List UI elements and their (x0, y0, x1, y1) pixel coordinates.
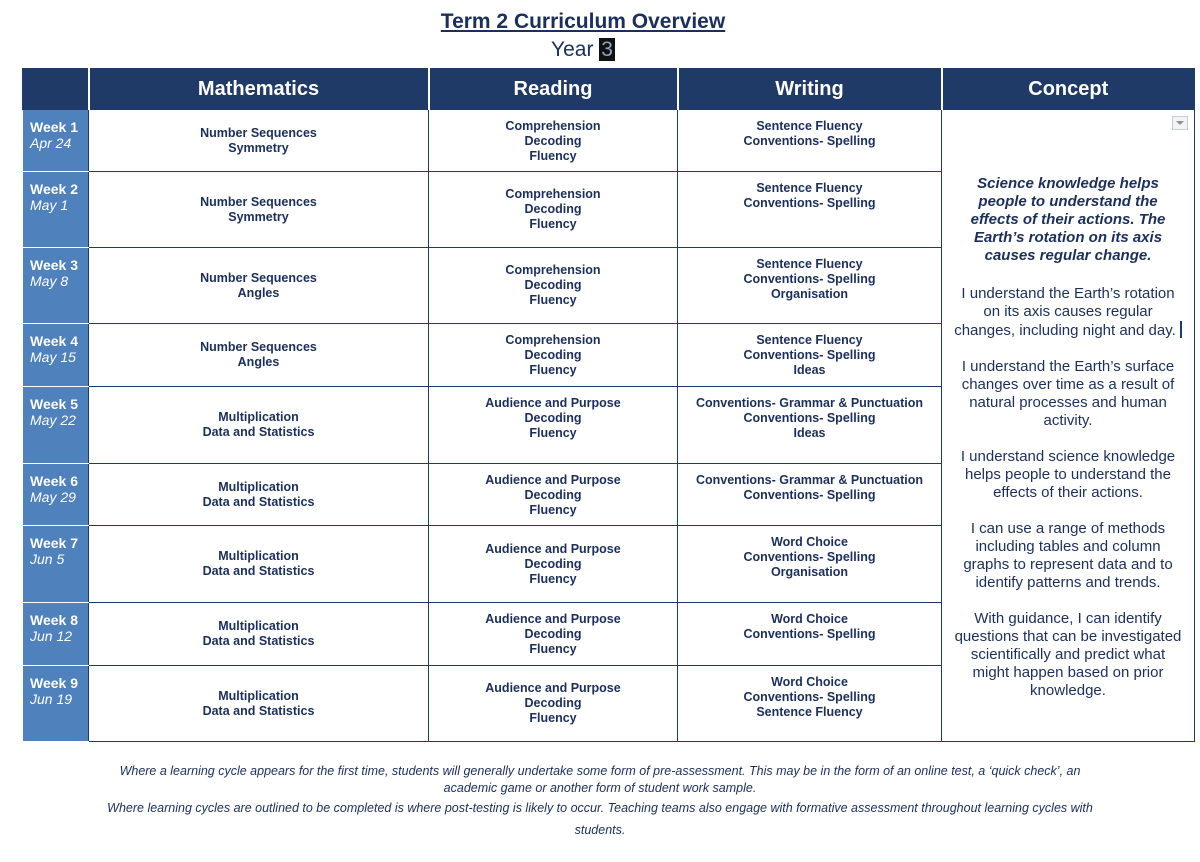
math-cell (89, 666, 429, 742)
footer-notes (0, 763, 1200, 841)
reading-cell-item: Fluency (529, 711, 577, 725)
reading-cell-item: Fluency (529, 571, 577, 586)
header-concept: Concept (942, 69, 1195, 110)
reading-cell-item: Fluency (529, 642, 577, 656)
week-label: Week 3 (30, 257, 78, 273)
concept-cell[interactable] (942, 110, 1195, 742)
reading-cell (429, 603, 678, 666)
writing-cell-item: Organisation (770, 565, 849, 579)
math-cell-item: Multiplication (218, 688, 299, 703)
writing-cell (678, 666, 942, 742)
reading-cell-item: Audience and Purpose (485, 396, 621, 410)
math-cell-item: Multiplication (218, 619, 299, 633)
writing-cell (678, 324, 942, 387)
concept-outcome-text: With guidance, I can identify questions that can be investigated scientifically and predict what might happen based on prior knowledge. (954, 610, 1182, 699)
reading-cell-item: Decoding (524, 278, 582, 292)
writing-cell-item: Word Choice (771, 675, 848, 689)
math-cell (89, 248, 429, 324)
writing-cell-item: Conventions- Spelling (743, 348, 876, 362)
writing-cell-item: Conventions- Grammar & Punctuation (695, 396, 924, 410)
writing-cell-item: Sentence Fluency (756, 257, 863, 271)
math-cell-item: Multiplication (218, 549, 299, 563)
math-cell-item: Number Sequences (200, 270, 317, 285)
week-date: Jun 12 (30, 628, 73, 644)
week-date: May 29 (30, 489, 76, 505)
writing-cell-item: Conventions- Grammar & Punctuation (695, 473, 924, 487)
reading-cell-item: Decoding (524, 556, 582, 571)
reading-cell-item: Decoding (524, 348, 582, 362)
writing-cell-item: Conventions- Spelling (743, 627, 876, 641)
reading-cell (429, 324, 678, 387)
week-label: Week 5 (30, 396, 78, 412)
concept-outcome-text: I understand science knowledge helps people to understand the effects of their actions. (960, 448, 1176, 501)
week-cell (23, 248, 89, 324)
reading-cell-item: Comprehension (505, 263, 601, 277)
writing-cell (678, 526, 942, 603)
writing-cell-item: Sentence Fluency (756, 119, 863, 133)
reading-cell-item: Fluency (529, 503, 577, 517)
reading-cell-item: Audience and Purpose (485, 541, 621, 556)
week-label: Week 7 (30, 535, 78, 551)
math-cell-item: Symmetry (228, 209, 289, 224)
math-cell-item: Angles (237, 355, 280, 369)
math-cell-item: Symmetry (228, 140, 289, 155)
reading-cell (429, 248, 678, 324)
year-label: Year (551, 38, 594, 61)
reading-cell (429, 387, 678, 464)
math-cell (89, 464, 429, 526)
reading-cell (429, 666, 678, 742)
text-cursor (1180, 321, 1182, 338)
week-cell (23, 526, 89, 603)
week-date: Jun 5 (30, 551, 65, 567)
concept-outcome-text: I understand the Earth’s rotation on its axis causes regular changes, including night and day. (954, 285, 1176, 339)
reading-cell-item: Comprehension (505, 187, 601, 201)
reading-cell-item: Audience and Purpose (485, 612, 621, 626)
reading-cell-item: Audience and Purpose (485, 681, 621, 695)
math-cell (89, 387, 429, 464)
reading-cell-item: Decoding (524, 411, 582, 425)
math-cell-item: Data and Statistics (202, 634, 315, 648)
writing-cell (678, 110, 942, 172)
reading-cell-item: Decoding (524, 134, 582, 148)
concept-big-idea: Science knowledge helps people to understand the effects of their actions. The Earth’s rotation on its axis causes regular change. (970, 175, 1166, 264)
footer-pre-assessment: Where a learning cycle appears for the first time, students will generally undertake some form of pre-assessment. This may be in the form of an online test, a ‘quick check’, an academic game or another form of student work sample. (119, 764, 1081, 795)
math-cell (89, 110, 429, 172)
math-cell-item: Data and Statistics (202, 703, 315, 718)
writing-cell-item: Organisation (770, 287, 849, 301)
week-label: Week 2 (30, 181, 78, 197)
week-cell (23, 603, 89, 666)
math-cell-item: Multiplication (218, 479, 299, 494)
math-cell-item: Number Sequences (200, 125, 317, 140)
math-cell-item: Data and Statistics (202, 564, 315, 578)
math-cell (89, 324, 429, 387)
week-cell (23, 110, 89, 172)
reading-cell-item: Fluency (529, 363, 577, 377)
curriculum-table (22, 68, 1195, 742)
concept-outcome (954, 610, 1182, 700)
page-title: Term 2 Curriculum Overview (440, 10, 726, 33)
year-heading (0, 38, 1166, 62)
reading-cell-item: Decoding (524, 202, 582, 216)
writing-cell-item: Conventions- Spelling (743, 690, 876, 704)
week-label: Week 9 (30, 675, 78, 691)
math-cell (89, 172, 429, 248)
week-cell (23, 172, 89, 248)
writing-cell-item: Ideas (793, 426, 826, 440)
reading-cell-item: Audience and Purpose (485, 473, 621, 487)
reading-cell-item: Fluency (529, 149, 577, 163)
math-cell-item: Data and Statistics (202, 425, 315, 439)
writing-cell-item: Ideas (793, 363, 826, 377)
week-cell (23, 324, 89, 387)
reading-cell (429, 172, 678, 248)
week-date: May 1 (30, 197, 69, 213)
math-cell-item: Angles (237, 285, 280, 300)
math-cell (89, 526, 429, 603)
reading-cell (429, 526, 678, 603)
concept-content (946, 133, 1190, 700)
week-date: May 8 (30, 273, 69, 289)
math-cell-item: Data and Statistics (202, 494, 315, 509)
concept-outcome (954, 358, 1182, 430)
reading-cell (429, 110, 678, 172)
writing-cell-item: Word Choice (771, 612, 848, 626)
concept-outcome-text: I understand the Earth’s surface changes over time as a result of natural processes and human activity. (961, 358, 1175, 429)
week-date: Apr 24 (30, 135, 72, 151)
math-cell-item: Number Sequences (200, 340, 317, 354)
reading-cell-item: Fluency (529, 426, 577, 440)
writing-cell-item: Conventions- Spelling (743, 550, 876, 564)
reading-cell-item: Comprehension (505, 119, 601, 133)
table-row (23, 110, 1195, 172)
writing-cell-item: Conventions- Spelling (743, 411, 876, 425)
reading-cell-item: Fluency (529, 217, 577, 231)
writing-cell-item: Conventions- Spelling (743, 134, 876, 148)
math-cell-item: Number Sequences (200, 194, 317, 209)
reading-cell-item: Comprehension (505, 333, 601, 347)
reading-cell-item: Decoding (524, 627, 582, 641)
writing-cell-item: Conventions- Spelling (743, 196, 876, 210)
week-cell (23, 387, 89, 464)
dropdown-icon[interactable] (1172, 116, 1188, 130)
week-label: Week 4 (30, 333, 78, 349)
reading-cell-item: Decoding (524, 696, 582, 710)
reading-cell (429, 464, 678, 526)
writing-cell (678, 387, 942, 464)
writing-cell-item: Conventions- Spelling (743, 488, 876, 502)
writing-cell-item: Word Choice (771, 535, 848, 549)
header-reading: Reading (429, 69, 678, 110)
writing-cell-item: Conventions- Spelling (743, 272, 876, 286)
concept-outcome-text: I can use a range of methods including tables and column graphs to represent data and to identify patterns and trends. (963, 520, 1173, 591)
week-label: Week 1 (30, 119, 78, 135)
writing-cell-item: Sentence Fluency (756, 181, 863, 195)
header-writing: Writing (678, 69, 942, 110)
writing-cell-item: Sentence Fluency (756, 333, 863, 347)
concept-outcome (954, 448, 1182, 502)
header-mathematics: Mathematics (89, 69, 429, 110)
concept-outcome (954, 285, 1182, 340)
reading-cell-item: Decoding (524, 488, 582, 502)
week-date: Jun 19 (30, 691, 73, 707)
writing-cell-item: Sentence Fluency (756, 705, 863, 719)
week-label: Week 6 (30, 473, 78, 489)
math-cell-item: Multiplication (218, 410, 299, 424)
header-blank (23, 69, 89, 110)
week-cell (23, 464, 89, 526)
week-cell (23, 666, 89, 742)
week-label: Week 8 (30, 612, 78, 628)
header-row (23, 69, 1195, 110)
concept-outcome (954, 520, 1182, 592)
math-cell (89, 603, 429, 666)
writing-cell (678, 464, 942, 526)
week-date: May 15 (30, 349, 76, 365)
writing-cell (678, 603, 942, 666)
year-value[interactable]: 3 (601, 38, 613, 61)
footer-post-testing: Where learning cycles are outlined to be completed is where post-testing is likely to occur. Teaching teams also engage with formative assessment throughout learning cycles with students. (107, 801, 1093, 837)
writing-cell (678, 172, 942, 248)
week-date: May 22 (30, 412, 76, 428)
writing-cell (678, 248, 942, 324)
reading-cell-item: Fluency (529, 293, 577, 307)
